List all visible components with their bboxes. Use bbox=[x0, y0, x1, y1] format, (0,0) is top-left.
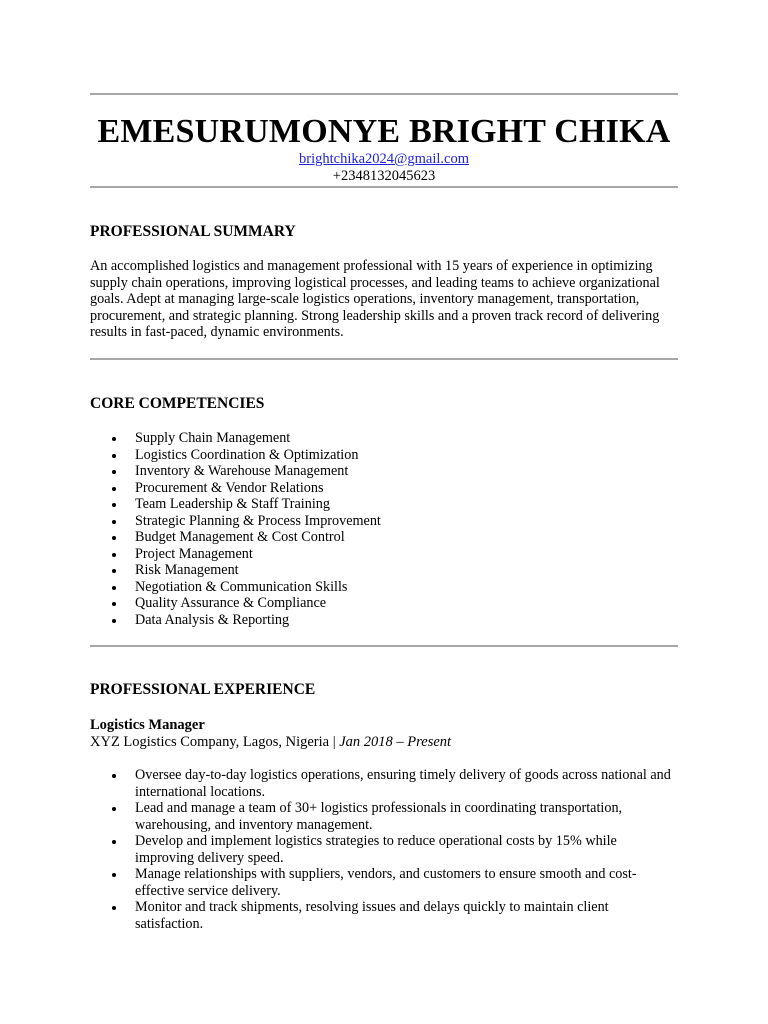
header-divider bbox=[90, 186, 678, 188]
list-item: Strategic Planning & Process Improvement bbox=[90, 513, 678, 530]
bullet-icon bbox=[112, 807, 116, 811]
list-item: Manage relationships with suppliers, vendors, and customers to ensure smooth and cost-effective service delivery. bbox=[90, 866, 678, 899]
list-item: Quality Assurance & Compliance bbox=[90, 595, 678, 612]
list-item: Procurement & Vendor Relations bbox=[90, 480, 678, 497]
list-item: Inventory & Warehouse Management bbox=[90, 463, 678, 480]
bullet-icon bbox=[112, 470, 116, 474]
list-item: Risk Management bbox=[90, 562, 678, 579]
list-item: Develop and implement logistics strategies to reduce operational costs by 15% while improving delivery speed. bbox=[90, 833, 678, 866]
list-item: Logistics Coordination & Optimization bbox=[90, 447, 678, 464]
bullet-icon bbox=[112, 536, 116, 540]
job-responsibilities-list bbox=[90, 767, 678, 932]
summary-text: An accomplished logistics and management professional with 15 years of experience in optimizing supply chain operations, improving logistical processes, and leading teams to achieve organizational goals. Adept at managing large-scale logistics operations, inventory management, transportation, procurement, and strategic planning. Strong leadership skills and a proven track record of delivering results in fast-paced, dynamic environments. bbox=[90, 258, 660, 341]
bullet-icon bbox=[112, 503, 116, 507]
top-divider bbox=[90, 93, 678, 95]
list-item: Lead and manage a team of 30+ logistics professionals in coordinating transportation, warehousing, and inventory management. bbox=[90, 800, 678, 833]
bullet-icon bbox=[112, 602, 116, 606]
list-item: Budget Management & Cost Control bbox=[90, 529, 678, 546]
bullet-icon bbox=[112, 487, 116, 491]
bullet-icon bbox=[112, 619, 116, 623]
bullet-icon bbox=[112, 840, 116, 844]
job-dates: Jan 2018 – Present bbox=[339, 734, 452, 750]
summary-heading: PROFESSIONAL SUMMARY bbox=[90, 223, 296, 240]
list-item: Supply Chain Management bbox=[90, 430, 678, 447]
competencies-heading: CORE COMPETENCIES bbox=[90, 395, 265, 412]
bullet-icon bbox=[112, 873, 116, 877]
phone-number: +2348132045623 bbox=[332, 168, 436, 184]
job-company-line bbox=[90, 734, 451, 751]
job-title: Logistics Manager bbox=[90, 717, 205, 733]
experience-heading: PROFESSIONAL EXPERIENCE bbox=[90, 681, 316, 698]
list-item: Negotiation & Communication Skills bbox=[90, 579, 678, 596]
bullet-icon bbox=[112, 586, 116, 590]
bullet-icon bbox=[112, 569, 116, 573]
competencies-divider bbox=[90, 645, 678, 647]
list-item: Oversee day-to-day logistics operations, ensuring timely delivery of goods across national and international locations. bbox=[90, 767, 678, 800]
list-item: Team Leadership & Staff Training bbox=[90, 496, 678, 513]
bullet-icon bbox=[112, 437, 116, 441]
bullet-icon bbox=[112, 553, 116, 557]
job-company: XYZ Logistics Company, Lagos, Nigeria | bbox=[90, 734, 340, 750]
competencies-list bbox=[90, 430, 678, 628]
bullet-icon bbox=[112, 520, 116, 524]
bullet-icon bbox=[112, 906, 116, 910]
list-item: Monitor and track shipments, resolving issues and delays quickly to maintain client satisfaction. bbox=[90, 899, 678, 932]
bullet-icon bbox=[112, 774, 116, 778]
summary-divider bbox=[90, 358, 678, 360]
list-item: Data Analysis & Reporting bbox=[90, 612, 678, 629]
email-link[interactable]: brightchika2024@gmail.com bbox=[299, 151, 469, 167]
list-item: Project Management bbox=[90, 546, 678, 563]
candidate-name: EMESURUMONYE BRIGHT CHIKA bbox=[97, 113, 671, 150]
bullet-icon bbox=[112, 454, 116, 458]
